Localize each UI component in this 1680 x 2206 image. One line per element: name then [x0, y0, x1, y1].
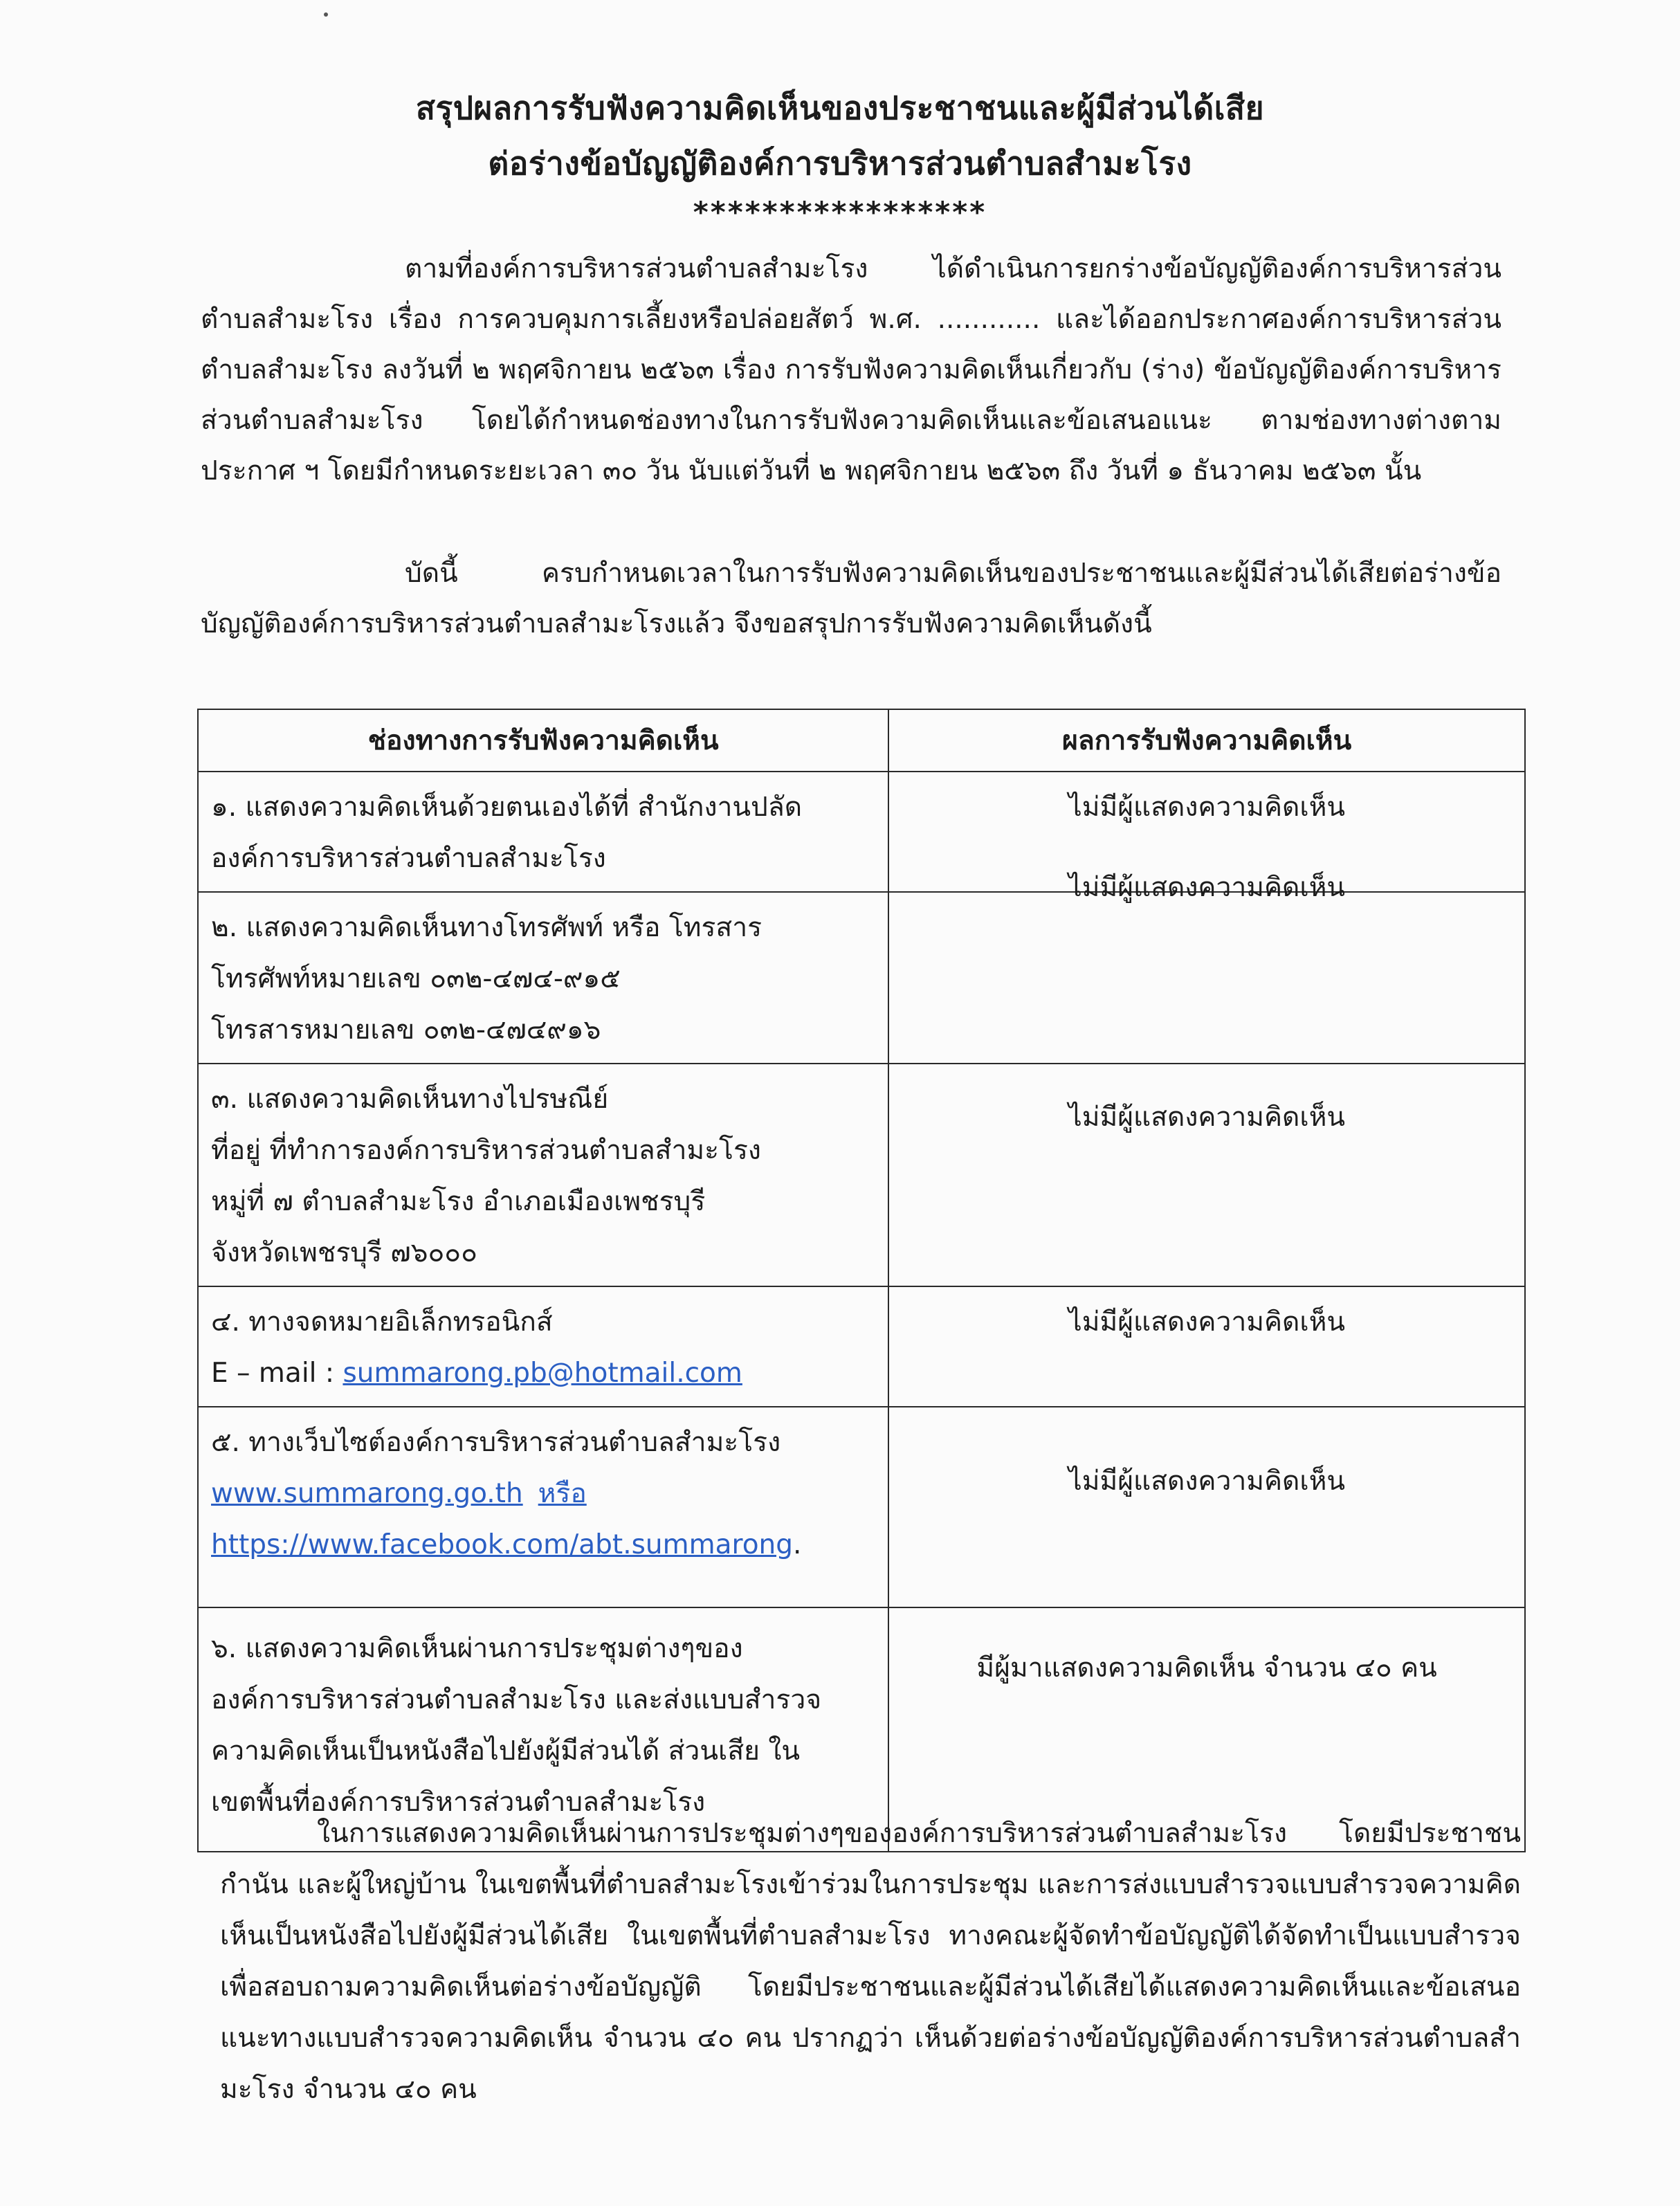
- channel-cell: [198, 1064, 888, 1286]
- header-channel: ช่องทางการรับฟังความคิดเห็น: [198, 709, 888, 772]
- result-cell: ไม่มีผู้แสดงความคิดเห็น: [888, 1286, 1525, 1407]
- website-or-text: หรือ: [538, 1478, 587, 1509]
- document-title-line2: ต่อร่างข้อบัญญัติองค์การบริหารส่วนตำบลสำมะโรง: [488, 145, 1192, 182]
- channel-line: โทรศัพท์หมายเลข ๐๓๒-๔๗๔-๙๑๕: [211, 963, 621, 994]
- table-row: [198, 1286, 1525, 1407]
- channel-line: หมู่ที่ ๗ ตำบลสำมะโรง อำเภอเมืองเพชรบุรี: [211, 1186, 706, 1217]
- conclusion-section: [220, 1808, 1521, 2115]
- channel-line: ๑. แสดงความคิดเห็นด้วยตนเองได้ที่ สำนักงานปลัด: [211, 792, 803, 823]
- table-row: [198, 1064, 1525, 1286]
- channel-cell: [198, 1407, 888, 1607]
- channel-line: โทรสารหมายเลข ๐๓๒-๔๗๔๙๑๖: [211, 1014, 601, 1046]
- result-cell: ไม่มีผู้แสดงความคิดเห็น: [888, 1407, 1525, 1607]
- channel-line: เขตพื้นที่องค์การบริหารส่วนตำบลสำมะโรง: [211, 1787, 706, 1818]
- email-line: [211, 1348, 878, 1399]
- result-cell: ไม่มีผู้แสดงความคิดเห็น: [888, 1064, 1525, 1286]
- conclusion-paragraph: ในการแสดงความคิดเห็นผ่านการประชุมต่างๆขององค์การบริหารส่วนตำบลสำมะโรง โดยมีประชาชน กำนัน และผู้ใหญ่บ้าน ในเขตพื้นที่ตำบลสำมะโรงเข้าร่วมในการประชุม และการส่งแบบสำรวจแบบสำรวจความคิดเห็นเป็นหนังสือไปยังผู้มีส่วนได้เสีย ในเขตพื้นที่ตำบลสำมะโรง ทางคณะผู้จัดทำข้อบัญญัติได้จัดทำเป็นแบบสำรวจ เพื่อสอบถามความคิดเห็นต่อร่างข้อบัญญัติ โดยมีประชาชนและผู้มีส่วนได้เสียได้แสดงความคิดเห็นและข้อเสนอแนะทางแบบสำรวจความคิดเห็น จำนวน ๔๐ คน ปรากฏว่า เห็นด้วยต่อร่างข้อบัญญัติองค์การบริหารส่วนตำบลสำมะโรง จำนวน ๔๐ คน: [220, 1818, 1521, 2105]
- channel-line: องค์การบริหารส่วนตำบลสำมะโรง: [211, 843, 606, 874]
- table-row: [198, 892, 1525, 1064]
- channel-line: ๖. แสดงความคิดเห็นผ่านการประชุมต่างๆของ: [211, 1633, 743, 1664]
- scan-speck: [324, 12, 328, 17]
- channel-cell: [198, 772, 888, 892]
- result-cell: มีผู้มาแสดงความคิดเห็น จำนวน ๔๐ คน: [888, 1607, 1525, 1852]
- opinion-channels-table: [197, 709, 1526, 1852]
- intro-paragraph-1: ตามที่องค์การบริหารส่วนตำบลสำมะโรง ได้ดำเนินการยกร่างข้อบัญญัติองค์การบริหารส่วนตำบลสำมะโรง เรื่อง การควบคุมการเลี้ยงหรือปล่อยสัตว์ พ.ศ. ............ และได้ออกประกาศองค์การบริหารส่วนตำบลสำมะโรง ลงวันที่ ๒ พฤศจิกายน ๒๕๖๓ เรื่อง การรับฟังความคิดเห็นเกี่ยวกับ (ร่าง) ข้อบัญญัติองค์การบริหารส่วนตำบลสำมะโรง โดยได้กำหนดช่องทางในการรับฟังความคิดเห็นและข้อเสนอแนะ ตามช่องทางต่างตามประกาศ ฯ โดยมีกำหนดระยะเวลา ๓๐ วัน นับแต่วันที่ ๒ พฤศจิกายน ๒๕๖๓ ถึง วันที่ ๑ ธันวาคม ๒๕๖๓ นั้น: [201, 253, 1501, 486]
- intro-paragraph-2: บัดนี้ ครบกำหนดเวลาในการรับฟังความคิดเห็นของประชาชนและผู้มีส่วนได้เสียต่อร่างข้อบัญญัติองค์การบริหารส่วนตำบลสำมะโรงแล้ว จึงขอสรุปการรับฟังความคิดเห็นดังนี้: [201, 558, 1501, 639]
- intro-section-2: [201, 548, 1501, 649]
- email-label: E – mail :: [211, 1358, 343, 1389]
- channel-line: จังหวัดเพชรบุรี ๗๖๐๐๐: [211, 1237, 477, 1268]
- document-title-line1: สรุปผลการรับฟังความคิดเห็นของประชาชนและผู้มีส่วนได้เสีย: [415, 89, 1265, 127]
- table-header-row: [198, 709, 1525, 772]
- channel-cell: [198, 892, 888, 1064]
- result-text: ไม่มีผู้แสดงความคิดเห็น: [1068, 872, 1346, 903]
- channel-cell: [198, 1286, 888, 1407]
- email-link[interactable]: summarong.pb@hotmail.com: [343, 1358, 742, 1389]
- facebook-suffix: .: [793, 1529, 802, 1560]
- channel-line: ๕. ทางเว็บไซต์องค์การบริหารส่วนตำบลสำมะโรง: [211, 1427, 781, 1458]
- channel-line: องค์การบริหารส่วนตำบลสำมะโรง และส่งแบบสำรวจ: [211, 1684, 822, 1715]
- facebook-link[interactable]: https://www.facebook.com/abt.summarong: [211, 1529, 794, 1560]
- channel-line: ๔. ทางจดหมายอิเล็กทรอนิกส์: [211, 1306, 553, 1338]
- facebook-line: [211, 1520, 878, 1571]
- result-cell: [888, 872, 1525, 1064]
- title-separator: *****************: [693, 195, 987, 229]
- table-row: [198, 1407, 1525, 1607]
- website-link[interactable]: www.summarong.go.th: [211, 1478, 523, 1509]
- channel-line: ที่อยู่ ที่ทำการองค์การบริหารส่วนตำบลสำมะโรง: [211, 1135, 761, 1166]
- channel-line: ๒. แสดงความคิดเห็นทางโทรศัพท์ หรือ โทรสาร: [211, 912, 763, 943]
- result-cell: ไม่มีผู้แสดงความคิดเห็น: [888, 772, 1525, 892]
- website-line: [211, 1468, 878, 1520]
- channel-line: ๓. แสดงความคิดเห็นทางไปรษณีย์: [211, 1084, 609, 1115]
- channel-line: ความคิดเห็นเป็นหนังสือไปยังผู้มีส่วนได้ ส่วนเสีย ใน: [211, 1735, 801, 1767]
- intro-section: [201, 244, 1501, 496]
- header-result: ผลการรับฟังความคิดเห็น: [888, 709, 1525, 772]
